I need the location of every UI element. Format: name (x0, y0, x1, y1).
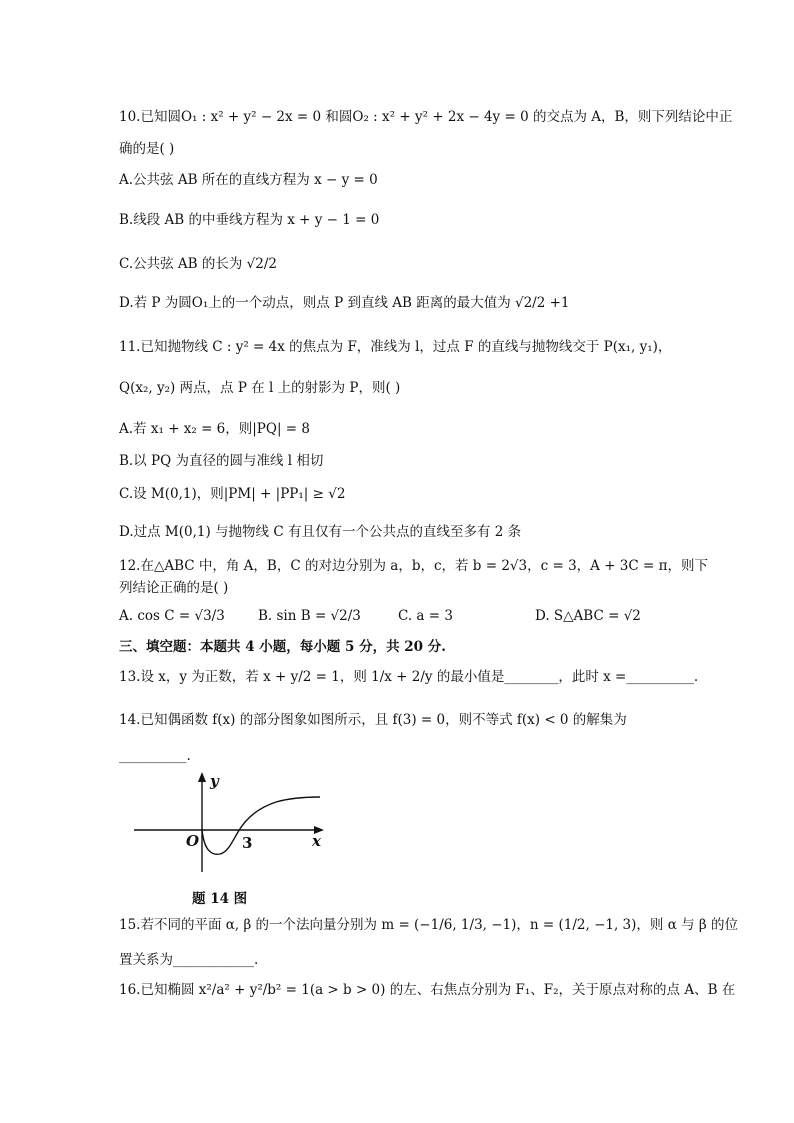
q16-stem: 16.已知椭圆 x²/a² + y²/b² = 1(a > b > 0) 的左、右焦点分别为 F₁、F₂，关于原点对称的点 A、B 在 (119, 982, 736, 998)
q12-stem-line2: 列结论正确的是( ) (119, 580, 229, 596)
q11-option-d: D.过点 M(0,1) 与抛物线 C 有且仅有一个公共点的直线至多有 2 条 (119, 524, 522, 540)
x-axis-label: x (312, 832, 321, 850)
origin-label: O (186, 832, 200, 850)
q12-option-c: C. a = 3 (398, 608, 453, 624)
q11-stem-line1: 11.已知抛物线 C : y² = 4x 的焦点为 F，准线为 l，过点 F 的直线与抛物线交于 P(x₁, y₁)， (119, 339, 672, 355)
q12-option-a: A. cos C = √3/3 (119, 608, 225, 624)
q10-stem-line2: 确的是( ) (119, 141, 175, 157)
figure-caption: 题 14 图 (192, 891, 248, 907)
q10-option-d: D.若 P 为圆O₁上的一个动点，则点 P 到直线 AB 距离的最大值为 √2/2 +1 (119, 295, 570, 311)
q15-stem-line1: 15.若不同的平面 α, β 的一个法向量分别为 m = (−1/6, 1/3, −1)，n = (1/2, −1, 3)，则 α 与 β 的位 (119, 917, 738, 933)
q12-option-b: B. sin B = √2/3 (258, 608, 361, 624)
q12-option-d: D. S△ABC = √2 (535, 608, 641, 624)
section-3-heading: 三、填空题：本题共 4 小题，每小题 5 分，共 20 分. (119, 639, 446, 655)
q11-stem-line2: Q(x₂, y₂) 两点，点 P 在 l 上的射影为 P，则( ) (119, 380, 401, 396)
q12-stem-line1: 12.在△ABC 中，角 A，B，C 的对边分别为 a，b，c，若 b = 2√3，c = 3，A + 3C = π，则下 (119, 558, 708, 574)
q10-option-b: B.线段 AB 的中垂线方程为 x + y − 1 = 0 (119, 212, 380, 228)
q14-stem-line1: 14.已知偶函数 f(x) 的部分图象如图所示，且 f(3) = 0，则不等式 f(x) < 0 的解集为 (119, 712, 627, 728)
q11-option-b: B.以 PQ 为直径的圆与准线 l 相切 (119, 453, 324, 469)
q15-stem-line2: 置关系为____________. (119, 952, 259, 968)
function-graph-figure (130, 768, 330, 878)
y-axis-label: y (210, 772, 219, 790)
q10-option-c: C.公共弦 AB 的长为 √2/2 (119, 256, 278, 272)
q14-answer-blank: __________. (119, 748, 191, 764)
function-curve (202, 797, 320, 854)
q13-stem: 13.设 x，y 为正数，若 x + y/2 = 1，则 1/x + 2/y 的最小值是________，此时 x =__________. (119, 669, 699, 685)
y-axis-arrow (198, 772, 206, 782)
tick-label-3: 3 (242, 834, 253, 852)
q11-option-c: C.设 M(0,1)，则|PM| + |PP₁| ≥ √2 (119, 486, 346, 502)
q11-option-a: A.若 x₁ + x₂ = 6，则|PQ| = 8 (119, 421, 310, 437)
q10-option-a: A.公共弦 AB 所在的直线方程为 x − y = 0 (119, 172, 378, 188)
q10-stem-line1: 10.已知圆O₁ : x² + y² − 2x = 0 和圆O₂ : x² + y² + 2x − 4y = 0 的交点为 A，B，则下列结论中正 (119, 109, 733, 125)
